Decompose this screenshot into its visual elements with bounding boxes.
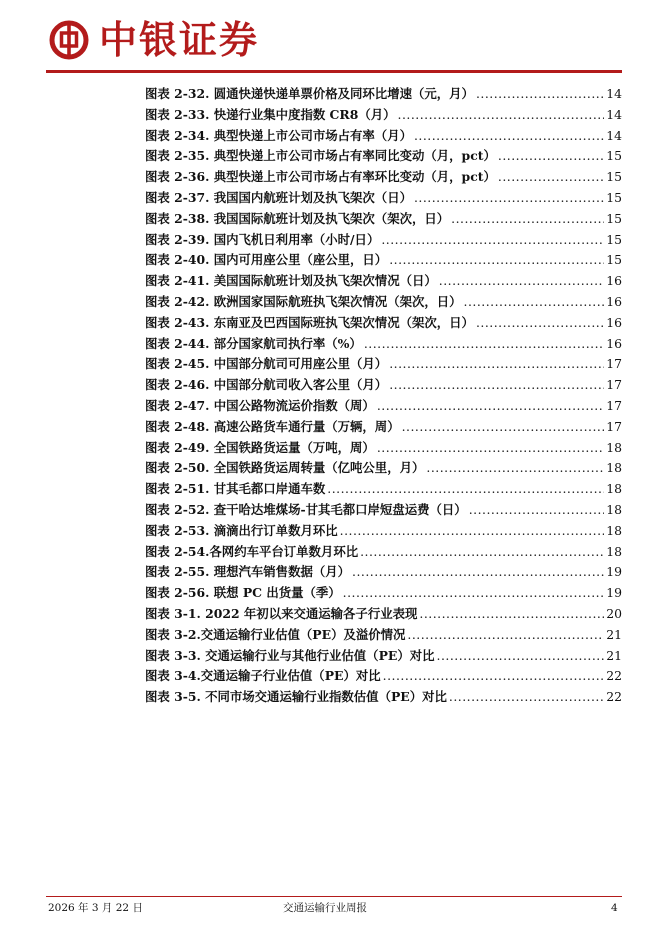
toc-entry-page: 15	[606, 148, 622, 164]
toc-leader-dots	[476, 313, 604, 334]
toc-entry[interactable]	[145, 666, 622, 687]
toc-entry-page: 18	[606, 543, 622, 559]
toc-entry-label: 图表 2-54.各网约车平台订单数月环比	[145, 543, 359, 559]
toc-entry-page: 15	[606, 252, 622, 268]
toc-entry-label: 图表 2-44. 部分国家航司执行率（%）	[145, 335, 362, 351]
toc-entry-page: 15	[606, 169, 622, 185]
toc-entry[interactable]	[145, 188, 622, 209]
toc-entry[interactable]	[145, 500, 622, 521]
toc-leader-dots	[381, 230, 604, 251]
toc-entry-page: 22	[606, 668, 622, 684]
toc-entry[interactable]	[145, 625, 622, 646]
toc-entry[interactable]	[145, 167, 622, 188]
toc-entry-page: 18	[606, 439, 622, 455]
toc-entry[interactable]	[145, 396, 622, 417]
toc-entry-page: 15	[606, 189, 622, 205]
toc-entry-page: 18	[606, 501, 622, 517]
toc-entry-label: 图表 3-3. 交通运输行业与其他行业估值（PE）对比	[145, 647, 435, 663]
toc-entry[interactable]	[145, 230, 622, 251]
toc-entry[interactable]	[145, 604, 622, 625]
toc-entry[interactable]	[145, 84, 622, 105]
toc-leader-dots	[449, 687, 604, 708]
toc-entry-label: 图表 2-52. 查干哈达堆煤场-甘其毛都口岸短盘运费（日）	[145, 501, 467, 517]
toc-entry-label: 图表 2-51. 甘其毛都口岸通车数	[145, 481, 326, 497]
toc-entry[interactable]	[145, 438, 622, 459]
toc-entry-page: 15	[606, 231, 622, 247]
toc-entry-page: 19	[606, 585, 622, 601]
toc-leader-dots	[327, 479, 604, 500]
toc-entry-label: 图表 2-55. 理想汽车销售数据（月）	[145, 564, 351, 580]
bank-of-china-logo-icon	[49, 20, 89, 60]
toc-entry[interactable]	[145, 271, 622, 292]
toc-leader-dots	[364, 334, 604, 355]
toc-entry-page: 18	[606, 522, 622, 538]
toc-entry-label: 图表 2-35. 典型快递上市公司市场占有率同比变动（月，pct）	[145, 148, 496, 164]
toc-entry-page: 17	[606, 356, 622, 372]
toc-leader-dots	[402, 417, 605, 438]
toc-leader-dots	[464, 292, 605, 313]
toc-entry-label: 图表 2-33. 快递行业集中度指数 CR8（月）	[145, 106, 396, 122]
toc-leader-dots	[389, 250, 604, 271]
toc-entry-label: 图表 2-49. 全国铁路货运量（万吨，周）	[145, 439, 375, 455]
toc-entry[interactable]	[145, 562, 622, 583]
toc-entry-label: 图表 2-42. 欧洲国家国际航班执飞架次情况（架次，日）	[145, 293, 462, 309]
toc-entry-label: 图表 2-39. 国内飞机日利用率（小时/日）	[145, 231, 380, 247]
toc-entry[interactable]	[145, 646, 622, 667]
page-header	[0, 0, 662, 80]
toc-entry-label: 图表 2-41. 美国国际航班计划及执飞架次情况（日）	[145, 273, 437, 289]
toc-entry-page: 18	[606, 460, 622, 476]
brand-name: 中银证券	[99, 17, 260, 62]
toc-leader-dots	[377, 438, 604, 459]
toc-entry-page: 17	[606, 397, 622, 413]
footer-date: 2026 年 3 月 22 日	[48, 902, 143, 914]
toc-entry-label: 图表 2-47. 中国公路物流运价指数（周）	[145, 397, 375, 413]
toc-entry-label: 图表 2-38. 我国国际航班计划及执飞架次（架次，日）	[145, 210, 450, 226]
toc-entry[interactable]	[145, 687, 622, 708]
toc-entry[interactable]	[145, 542, 622, 563]
toc-leader-dots	[419, 604, 604, 625]
toc-entry-page: 16	[606, 273, 622, 289]
toc-entry[interactable]	[145, 417, 622, 438]
toc-entry-page: 14	[606, 86, 622, 101]
toc-entry-label: 图表 2-36. 典型快递上市公司市场占有率环比变动（月，pct）	[145, 169, 496, 185]
toc-leader-dots	[414, 126, 604, 147]
toc-leader-dots	[437, 646, 605, 667]
toc-leader-dots	[360, 542, 604, 563]
toc-leader-dots	[389, 375, 604, 396]
toc-leader-dots	[498, 167, 604, 188]
toc-leader-dots	[498, 146, 604, 167]
toc-entry-label: 图表 2-48. 高速公路货车通行量（万辆，周）	[145, 418, 400, 434]
toc-leader-dots	[476, 84, 604, 105]
toc-leader-dots	[398, 105, 605, 126]
toc-leader-dots	[426, 458, 604, 479]
footer-divider	[46, 896, 622, 897]
toc-leader-dots	[352, 562, 604, 583]
toc-leader-dots	[343, 583, 605, 604]
toc-entry-page: 20	[606, 605, 622, 621]
toc-entry-page: 17	[606, 377, 622, 393]
toc-entry-page: 21	[606, 647, 622, 663]
toc-entry[interactable]	[145, 479, 622, 500]
toc-leader-dots	[377, 396, 604, 417]
toc-entry-page: 16	[606, 335, 622, 351]
toc-entry-page: 21	[606, 626, 622, 642]
header-divider	[46, 70, 622, 73]
toc-leader-dots	[414, 188, 604, 209]
toc-entry-page: 16	[606, 293, 622, 309]
toc-entry-label: 图表 2-53. 滴滴出行订单数月环比	[145, 522, 338, 538]
toc-entry-page: 22	[606, 689, 622, 705]
toc-entry-label: 图表 2-34. 典型快递上市公司市场占有率（月）	[145, 127, 412, 143]
toc-entry-label: 图表 3-1. 2022 年初以来交通运输各子行业表现	[145, 605, 418, 621]
toc-entry-label: 图表 2-46. 中国部分航司收入客公里（月）	[145, 377, 388, 393]
toc-entry-label: 图表 2-40. 国内可用座公里（座公里，日）	[145, 252, 388, 268]
toc-entry-label: 图表 2-45. 中国部分航司可用座公里（月）	[145, 356, 388, 372]
toc-entry-label: 图表 3-2.交通运输行业估值（PE）及溢价情况	[145, 626, 406, 642]
toc-entry[interactable]	[145, 292, 622, 313]
toc-leader-dots	[383, 666, 605, 687]
footer-report-title: 交通运输行业周报	[283, 902, 367, 914]
toc-entry[interactable]	[145, 209, 622, 230]
toc-leader-dots	[389, 354, 604, 375]
toc-entry-label: 图表 3-4.交通运输子行业估值（PE）对比	[145, 668, 381, 684]
footer-page-number: 4	[611, 902, 618, 914]
toc-entry[interactable]	[145, 458, 622, 479]
toc-entry-label: 图表 2-32. 圆通快递快递单票价格及同环比增速（元，月）	[145, 86, 474, 101]
toc-entry-page: 18	[606, 481, 622, 497]
toc-entry-page: 16	[606, 314, 622, 330]
table-of-figures	[145, 84, 622, 708]
toc-entry[interactable]	[145, 354, 622, 375]
toc-entry[interactable]	[145, 146, 622, 167]
toc-entry-page: 14	[606, 106, 622, 122]
toc-entry-label: 图表 2-50. 全国铁路货运周转量（亿吨公里，月）	[145, 460, 425, 476]
toc-entry-page: 15	[606, 210, 622, 226]
toc-leader-dots	[451, 209, 604, 230]
toc-leader-dots	[407, 625, 604, 646]
toc-leader-dots	[469, 500, 605, 521]
toc-entry-page: 17	[606, 418, 622, 434]
toc-entry-label: 图表 2-43. 东南亚及巴西国际班执飞架次情况（架次，日）	[145, 314, 474, 330]
toc-entry-label: 图表 2-56. 联想 PC 出货量（季）	[145, 585, 341, 601]
toc-entry[interactable]	[145, 583, 622, 604]
toc-leader-dots	[439, 271, 604, 292]
toc-entry-page: 14	[606, 127, 622, 143]
toc-entry[interactable]	[145, 250, 622, 271]
toc-entry-label: 图表 3-5. 不同市场交通运输行业指数估值（PE）对比	[145, 689, 447, 705]
toc-leader-dots	[340, 521, 605, 542]
toc-entry[interactable]	[145, 126, 622, 147]
toc-entry[interactable]	[145, 105, 622, 126]
toc-entry[interactable]	[145, 334, 622, 355]
toc-entry-page: 19	[606, 564, 622, 580]
toc-entry[interactable]	[145, 521, 622, 542]
toc-entry[interactable]	[145, 313, 622, 334]
toc-entry-label: 图表 2-37. 我国国内航班计划及执飞架次（日）	[145, 189, 412, 205]
toc-entry[interactable]	[145, 375, 622, 396]
